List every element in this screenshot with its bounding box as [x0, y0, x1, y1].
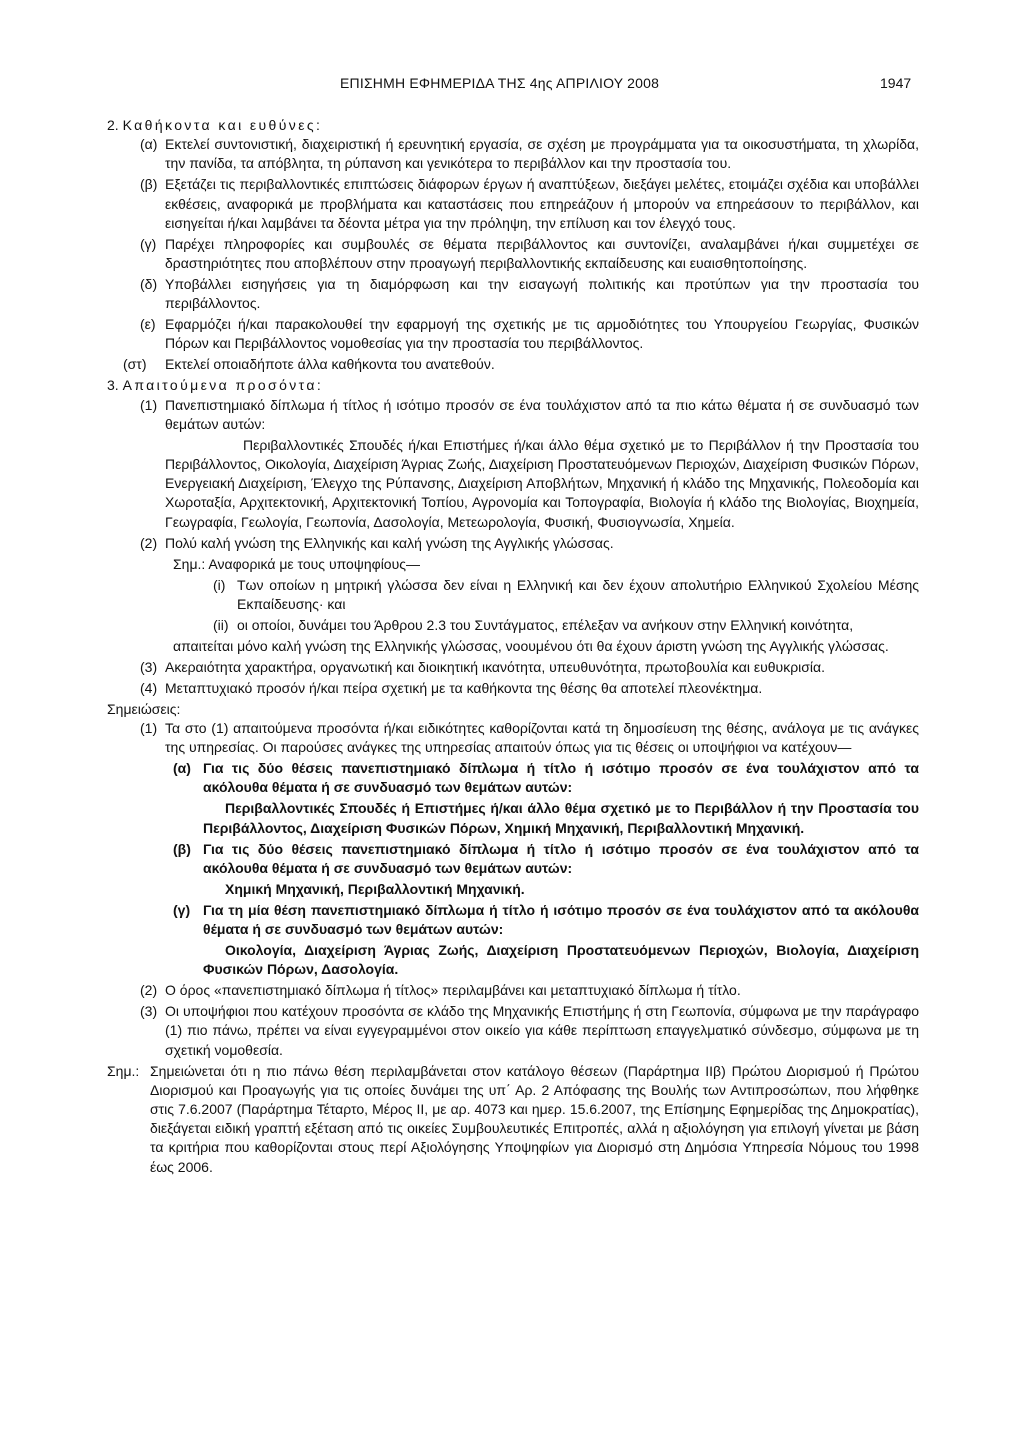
section-number: 2. [107, 117, 119, 133]
gazette-title: ΕΠΙΣΗΜΗ ΕΦΗΜΕΡΙΔΑ ΤΗΣ 4ης ΑΠΡΙΛΙΟΥ 2008 [340, 75, 660, 91]
note-subjects: Οικολογία, Διαχείριση Άγριας Ζωής, Διαχείριση Προστατευόμενων Περιοχών, Βιολογία, Διαχείριση Φυσικών Πόρων, Δασολογία. [203, 942, 919, 978]
duty-item [107, 275, 919, 313]
section-number: 3. [107, 377, 119, 394]
item-text: Για τις δύο θέσεις πανεπιστημιακό δίπλωμα ή τίτλο ή ισότιμο προσόν σε ένα τουλάχιστον από τα ακόλουθα θέματα ή σε συνδυασμό των θεμάτων αυτών: [203, 760, 919, 796]
item-text: Πολύ καλή γνώση της Ελληνικής και καλή γνώση της Αγγλικής γλώσσας. [165, 534, 614, 551]
item-text: Για τις δύο θέσεις πανεπιστημιακό δίπλωμα ή τίτλο ή ισότιμο προσόν σε ένα τουλάχιστον από τα ακόλουθα θέματα ή σε συνδυασμό των θεμάτων αυτών: [203, 840, 919, 876]
item-text: Υποβάλλει εισηγήσεις για τη διαμόρφωση και την εισαγωγή πολιτικής και προτύπων για την προστασία του περιβάλλοντος. [165, 276, 919, 312]
qualification-subjects: Περιβαλλοντικές Σπουδές ή/και Επιστήμες ή/και άλλο θέμα σχετικό με το Περιβάλλον ή την Προστασία του Περιβάλλοντος, Οικολογία, Διαχείριση Άγριας Ζωής, Διαχείριση Προστατευόμενων Περιοχών, Διαχείριση Φυσικών Πόρων, Ενεργειακή Διαχείριση, Έλεγχο της Ρύπανσης, Διαχείριση Αποβλήτων, Μηχανική ή κλάδο της Μηχανικής, Πολεοδομία και Χωροταξία, Αρχιτεκτονική, Αρχιτεκτονική Τοπίου, Αγρονομία και Τοπογραφία, Βιολογία ή κλάδο της Βιολογίας, Βιοχημεία, Γεωγραφία, Γεωλογία, Γεωπονία, Δασολογία, Μετεωρολογία, Φυσική, Φυσιογνωσία, Χημεία. [165, 436, 919, 530]
item-marker: (δ) [140, 276, 158, 293]
note-text: Σημειώνεται ότι η πιο πάνω θέση περιλαμβάνεται στον κατάλογο θέσεων (Παράρτημα ΙΙβ) Πρώτου Διορισμού ή Πρώτου Διορισμού και Προαγωγής για τις οποίες δυνάμει της υπ΄ Αρ. 2 Απόφασης της Βουλής των Αντιπροσώπων, που λήφθηκε στις 7.6.2007 (Παράρτημα Τέταρτο, Μέρος ΙΙ, με αρ. 4073 και ημερ. 15.6.2007, της Επίσημης Εφημερίδας της Δημοκρατίας), διεξάγεται ειδική γραπτή εξέταση από τις οικείες Συμβουλευτικές Επιτροπές, αλλά η αξιολόγηση για επιλογή γίνεται με βάση τα κριτήρια που καθορίζονται στους περί Αξιολόγησης Υποψηφίων για Διορισμό στη Δημόσια Υπηρεσία Νόμους του 1998 έως 2006. [150, 1062, 919, 1175]
note-subitem [107, 840, 919, 878]
item-text: Μεταπτυχιακό προσόν ή/και πείρα σχετική με τα καθήκοντα της θέσης θα αποτελεί πλεονέκτημα. [165, 679, 763, 696]
item-marker: (1) [140, 396, 158, 413]
item-marker: (1) [140, 720, 158, 737]
page-header [0, 74, 1024, 94]
qualification-item [107, 679, 919, 698]
item-marker: (ε) [140, 316, 156, 333]
language-note-conclusion: απαιτείται μόνο καλή γνώση της Ελληνικής γλώσσας, νοουμένου ότι θα έχουν άριστη γνώση της Αγγλικής γλώσσας. [173, 637, 889, 654]
duty-item [107, 315, 919, 353]
item-text: Ακεραιότητα χαρακτήρα, οργανωτική και διοικητική ικανότητα, υπευθυνότητα, πρωτοβουλία και ευθυκρισία. [165, 658, 826, 675]
item-text: Παρέχει πληροφορίες και συμβουλές σε θέματα περιβάλλοντος και συντονίζει, αναλαμβάνει ή/και συμμετέχει σε δραστηριότητες που αποβλέπουν στην προαγωγή περιβαλλοντικής εκπαίδευσης και ευαισθητοποίησης. [165, 235, 919, 272]
note-subjects: Χημική Μηχανική, Περιβαλλοντική Μηχανική. [225, 880, 525, 897]
note-marker: Σημ.: [107, 1062, 140, 1079]
section-3-heading [107, 376, 919, 395]
item-text: οι οποίοι, δυνάμει του Άρθρου 2.3 του Συντάγματος, επέλεξαν να ανήκουν στην Ελληνική κοινότητα, [237, 616, 854, 633]
duty-item [107, 135, 919, 173]
qualification-item [107, 534, 919, 553]
document-body [107, 116, 919, 1177]
note-subitem [107, 759, 919, 797]
item-marker: (α) [140, 136, 158, 153]
section-title: Καθήκοντα και ευθύνες: [122, 117, 323, 133]
note-item [107, 981, 919, 1000]
item-text: Εφαρμόζει ή/και παρακολουθεί την εφαρμογή της σχετικής με τις αρμοδιότητες του Υπουργείου Γεωργίας, Φυσικών Πόρων και Περιβάλλοντος νομοθεσίας για την προστασία του περιβάλλοντος. [165, 316, 919, 352]
section-title: Απαιτούμενα προσόντα: [122, 377, 324, 394]
note-item [107, 719, 919, 757]
item-marker: (2) [140, 534, 158, 551]
page-number: 1947 [880, 75, 912, 91]
duty-item [107, 355, 919, 374]
item-text: Εκτελεί οποιαδήποτε άλλα καθήκοντα του ανατεθούν. [165, 356, 495, 373]
duty-item [107, 175, 919, 233]
item-text: Για τη μία θέση πανεπιστημιακό δίπλωμα ή τίτλο ή ισότιμο προσόν σε ένα τουλάχιστον από τα ακόλουθα θέματα ή σε συνδυασμό των θεμάτων αυτών: [203, 901, 919, 938]
item-text: Τα στο (1) απαιτούμενα προσόντα ή/και ειδικότητες καθορίζονται κατά τη δημοσίευση της θέσης, ανάλογα με τις ανάγκες της υπηρεσίας. Οι παρούσες ανάγκες της υπηρεσίας απαιτούν όπως για τις θέσεις οι υποψήφιοι να κατέχουν— [165, 720, 919, 756]
qualification-item [107, 396, 919, 434]
note-subitem [107, 901, 919, 939]
note-subjects: Περιβαλλοντικές Σπουδές ή Επιστήμες ή/και άλλο θέμα σχετικό με το Περιβάλλον ή την Προστασία του Περιβάλλοντος, Διαχείριση Φυσικών Πόρων, Χημική Μηχανική, Περιβαλλοντική Μηχανική. [203, 800, 919, 836]
item-marker: (α) [173, 760, 191, 777]
language-note: Σημ.: Αναφορικά με τους υποψηφίους— [173, 555, 420, 572]
item-text: Εξετάζει τις περιβαλλοντικές επιπτώσεις διάφορων έργων ή αναπτύξεων, διεξάγει μελέτες, ετοιμάζει σχέδια και υποβάλλει εκθέσεις, αναφορικά με προβλήματα και καταστάσεις που επηρεάζουν ή μπορούν να επηρεάσουν το περιβάλλον, και εισηγείται ή/και λαμβάνει τα δέοντα μέτρα για την πρόληψη, την επίλυση και τον έλεγχό τους. [165, 176, 919, 231]
item-marker: (β) [173, 840, 191, 857]
roman-item [107, 616, 919, 635]
item-marker: (γ) [173, 901, 191, 918]
item-marker: (γ) [140, 235, 157, 252]
item-text: Των οποίων η μητρική γλώσσα δεν είναι η Ελληνική και δεν έχουν απολυτήριο Ελληνικού Σχολείου Μέσης Εκπαίδευσης· και [237, 576, 919, 612]
qualification-item [107, 658, 919, 677]
item-marker: (2) [140, 982, 158, 999]
item-marker: (3) [140, 658, 158, 675]
roman-item [107, 576, 919, 614]
section-2-heading [107, 116, 919, 135]
item-marker: (β) [140, 176, 158, 193]
item-marker: (3) [140, 1003, 158, 1020]
item-marker: (στ) [123, 356, 147, 373]
final-note [107, 1062, 919, 1177]
item-text: Εκτελεί συντονιστική, διαχειριστική ή ερευνητική εργασία, σε σχέση με προγράμματα για τα οικοσυστήματα, τη χλωρίδα, την πανίδα, τα απόβλητα, τη ρύπανση και γενικότερα το περιβάλλον και την προστασία του. [165, 136, 919, 172]
item-marker: (i) [213, 576, 226, 593]
item-text: Πανεπιστημιακό δίπλωμα ή τίτλος ή ισότιμο προσόν σε ένα τουλάχιστον από τα πιο κάτω θέματα ή σε συνδυασμό των θεμάτων αυτών: [165, 396, 919, 432]
notes-heading: Σημειώσεις: [107, 700, 181, 717]
item-text: Οι υποψήφιοι που κατέχουν προσόντα σε κλάδο της Μηχανικής Επιστήμης ή στη Γεωπονία, σύμφωνα με την παράγραφο (1) πιο πάνω, πρέπει να είναι εγγεγραμμένοι στον οικείο για κάθε περίπτωση επαγγελματικό σύνδεσμο, σύμφωνα με τη σχετική νομοθεσία. [165, 1003, 919, 1058]
duty-item [107, 235, 919, 273]
item-marker: (ii) [213, 616, 229, 633]
note-item [107, 1002, 919, 1060]
item-text: Ο όρος «πανεπιστημιακό δίπλωμα ή τίτλος» περιλαμβάνει και μεταπτυχιακό δίπλωμα ή τίτλο. [165, 982, 741, 999]
item-marker: (4) [140, 679, 158, 696]
